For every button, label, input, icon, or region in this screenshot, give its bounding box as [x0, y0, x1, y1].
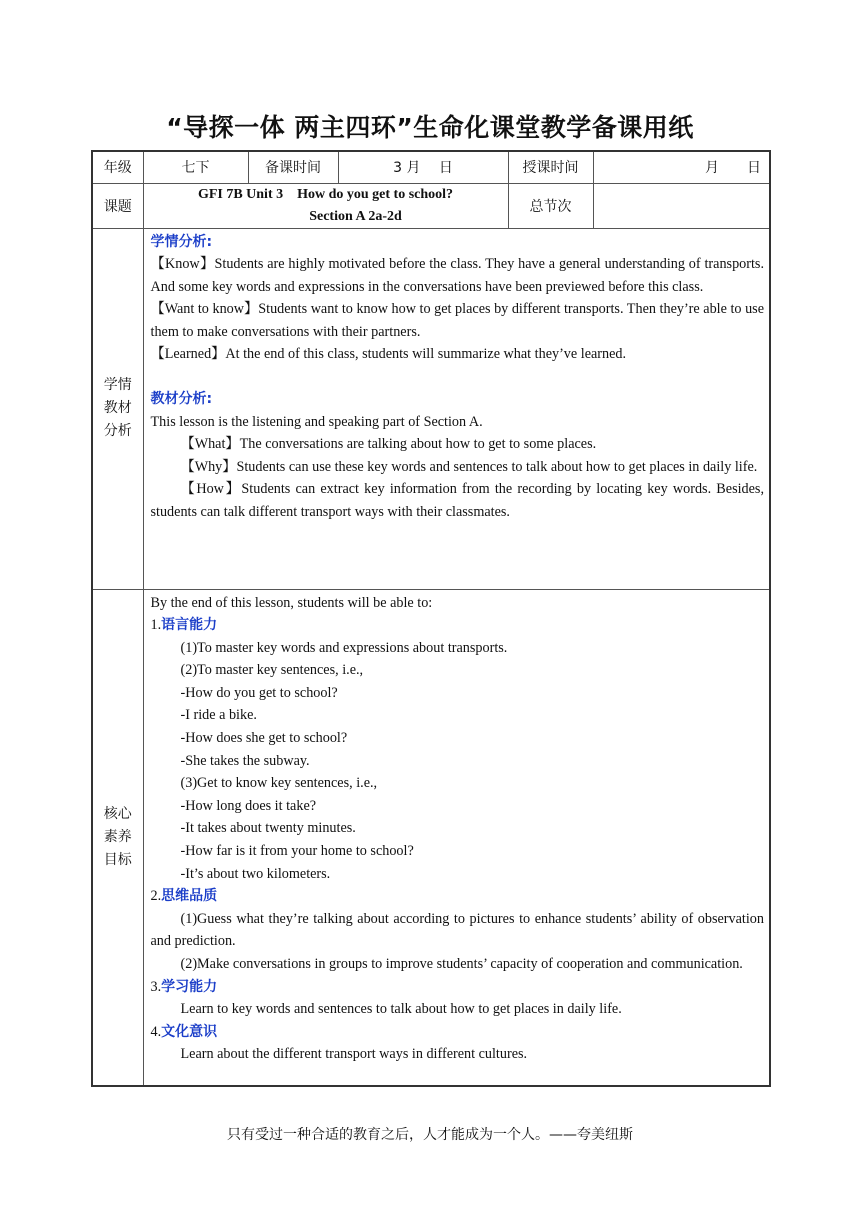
lesson-plan-table: [91, 150, 771, 1087]
section-1-heading: [151, 614, 765, 637]
section-3-title: 学习能力: [161, 978, 218, 995]
grade-value: 七下: [143, 151, 248, 183]
objective-item: (2)To master key sentences, i.e.,: [180, 662, 364, 679]
objective-item: -How far is it from your home to school?: [180, 843, 414, 860]
material-intro: This lesson is the listening and speaking part of Section A.: [150, 413, 483, 430]
section-4-number: 4.: [150, 1023, 162, 1040]
total-sessions-value: [593, 183, 770, 228]
topic-line-1: GFI 7B Unit 3 How do you get to school?: [197, 186, 454, 202]
objective-item: (1)To master key words and expressions about transports.: [180, 639, 508, 656]
objective-item: -How does she get to school?: [180, 730, 348, 747]
objectives-content: [143, 589, 770, 1086]
objectives-label-text: 核心 素养 目标: [103, 805, 132, 868]
objective-item: (3)Get to know key sentences, i.e.,: [180, 775, 378, 792]
section-1-title: 语言能力: [161, 617, 218, 634]
thinking-item-2: (2)Make conversations in groups to improve students’ capacity of cooperation and communication.: [180, 956, 743, 972]
section-2-heading: [151, 885, 765, 908]
teach-time-value: 月 日: [593, 151, 770, 183]
section-4-title: 文化意识: [161, 1023, 218, 1040]
want-to-know-paragraph: 【Want to know】Students want to know how to get places by different transports. Then they’re able to use them to make conversations with their partners.: [150, 301, 764, 340]
student-analysis-heading: 学情分析:: [150, 233, 213, 250]
objective-item: -It takes about twenty minutes.: [180, 820, 356, 837]
analysis-label-text: 学情 教材 分析: [103, 377, 132, 439]
section-1-number: 1.: [150, 617, 162, 634]
what-paragraph: 【What】The conversations are talking about how to get to some places.: [180, 436, 597, 453]
analysis-label: [92, 228, 143, 589]
page-title: “导探一体 两主四环”生命化课堂教学备课用纸: [166, 113, 694, 142]
topic-row: [92, 183, 770, 228]
how-paragraph: 【How】Students can extract key information from the recording by locating key words. Besides, students can talk different transport ways with their classmates.: [150, 481, 764, 521]
topic-line-2: Section A 2a-2d: [309, 208, 402, 224]
grade-label: 年级: [92, 151, 143, 183]
prep-time-label: 备课时间: [248, 151, 338, 183]
learned-paragraph: 【Learned】At the end of this class, students will summarize what they’ve learned.: [150, 346, 627, 363]
objectives-intro: By the end of this lesson, students will be able to:: [150, 594, 433, 611]
topic-cell: [143, 183, 508, 228]
analysis-row: [92, 228, 770, 589]
objective-item: -How do you get to school?: [180, 684, 338, 701]
objectives-label: [92, 589, 143, 1086]
objective-item: -How long does it take?: [180, 797, 317, 814]
prep-time-value: 3 月 日: [338, 151, 508, 183]
section-2-number: 2.: [150, 888, 162, 905]
analysis-content: [143, 228, 770, 589]
section-3-heading: [151, 976, 765, 999]
info-row: [92, 151, 770, 183]
objective-item: -I ride a bike.: [180, 707, 257, 724]
know-paragraph: 【Know】Students are highly motivated before the class. They have a general understanding of transports. And some key words and expressions in the conversations have been previewed before this class.: [150, 256, 764, 295]
footer-quote: 只有受过一种合适的教育之后，人才能成为一个人。——夸美纽斯: [227, 1127, 633, 1143]
topic-label: 课题: [92, 183, 143, 228]
thinking-item-1: (1)Guess what they’re talking about according to pictures to enhance students’ ability of observation and prediction.: [150, 910, 764, 950]
total-sessions-label: 总节次: [508, 183, 593, 228]
objectives-row: [92, 589, 770, 1086]
teach-time-label: 授课时间: [508, 151, 593, 183]
culture-item: Learn about the different transport ways in different cultures.: [180, 1046, 528, 1063]
objective-item: -She takes the subway.: [180, 752, 310, 769]
section-3-number: 3.: [150, 978, 162, 995]
material-analysis-heading: 教材分析:: [150, 391, 213, 408]
section-2-title: 思维品质: [161, 888, 218, 905]
section-4-heading: [151, 1021, 765, 1044]
objective-item: -It’s about two kilometers.: [180, 865, 331, 882]
why-paragraph: 【Why】Students can use these key words and sentences to talk about how to get places in daily life.: [180, 458, 758, 475]
learning-ability-item: Learn to key words and sentences to talk about how to get places in daily life.: [180, 1001, 622, 1018]
